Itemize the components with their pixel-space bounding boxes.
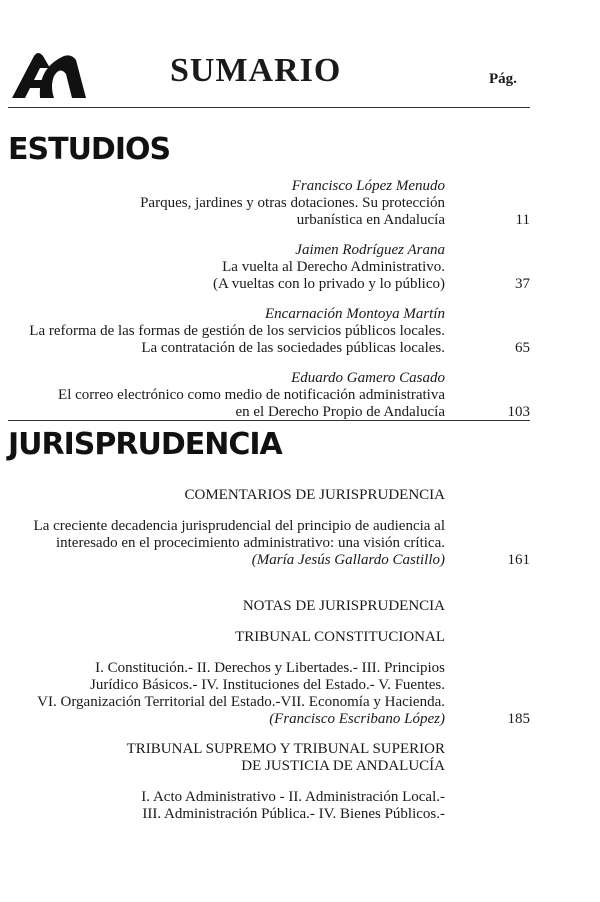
entry-title-line: La contratación de las sociedades públicas locales. <box>141 340 445 356</box>
entry-title-line: Jurídico Básicos.- IV. Instituciones del Estado.- V. Fuentes. <box>90 677 445 693</box>
entry-title-line: en el Derecho Propio de Andalucía <box>235 404 445 420</box>
section-heading-estudios: ESTUDIOS <box>8 132 171 167</box>
section-heading-jurisprudencia: JURISPRUDENCIA <box>8 427 282 462</box>
entry-author: Jaimen Rodríguez Arana <box>295 242 445 258</box>
subsection-heading: DE JUSTICIA DE ANDALUCÍA <box>241 758 445 774</box>
subsection-heading: COMENTARIOS DE JURISPRUDENCIA <box>184 487 445 503</box>
header-divider <box>8 107 530 108</box>
entry-page-number: 103 <box>507 404 530 420</box>
entry-page-number: 11 <box>515 212 530 228</box>
entry-title-line: La creciente decadencia jurisprudencial del principio de audiencia al <box>33 518 445 534</box>
subsection-heading: NOTAS DE JURISPRUDENCIA <box>242 598 445 614</box>
entry-title-line: urbanística en Andalucía <box>296 212 445 228</box>
entry-page-number: 65 <box>515 340 530 356</box>
entry-title-line: III. Administración Pública.- IV. Bienes Públicos.- <box>142 806 445 822</box>
entry-page-number: 185 <box>507 711 530 727</box>
entry-title-line: (A vueltas con lo privado y lo público) <box>212 276 445 292</box>
page-column-label: Pág. <box>489 71 517 87</box>
entry-page-number: 37 <box>515 276 530 292</box>
entry-author: Francisco López Menudo <box>291 178 445 194</box>
entry-author: Encarnación Montoya Martín <box>265 306 445 322</box>
section-divider <box>8 420 530 421</box>
entry-author: (María Jesús Gallardo Castillo) <box>251 552 445 568</box>
journal-logo <box>10 50 88 100</box>
subsection-heading: TRIBUNAL CONSTITUCIONAL <box>235 629 445 645</box>
entry-title-line: interesado en el procecimiento administrativo: una visión crítica. <box>55 535 445 551</box>
entry-author: (Francisco Escribano López) <box>269 711 445 727</box>
subsection-heading: TRIBUNAL SUPREMO Y TRIBUNAL SUPERIOR <box>126 741 445 757</box>
entry-title-line: I. Constitución.- II. Derechos y Libertades.- III. Principios <box>95 660 445 676</box>
entry-title-line: VI. Organización Territorial del Estado.-VII. Economía y Hacienda. <box>37 694 445 710</box>
entry-title-line: Parques, jardines y otras dotaciones. Su protección <box>140 195 445 211</box>
entry-page-number: 161 <box>507 552 530 568</box>
entry-author: Eduardo Gamero Casado <box>291 370 445 386</box>
entry-title-line: La reforma de las formas de gestión de los servicios públicos locales. <box>29 323 445 339</box>
entry-title-line: I. Acto Administrativo - II. Administración Local.- <box>141 789 445 805</box>
entry-title-line: La vuelta al Derecho Administrativo. <box>222 259 445 275</box>
page-title: SUMARIO <box>170 52 342 89</box>
entry-title-line: El correo electrónico como medio de notificación administrativa <box>58 387 445 403</box>
